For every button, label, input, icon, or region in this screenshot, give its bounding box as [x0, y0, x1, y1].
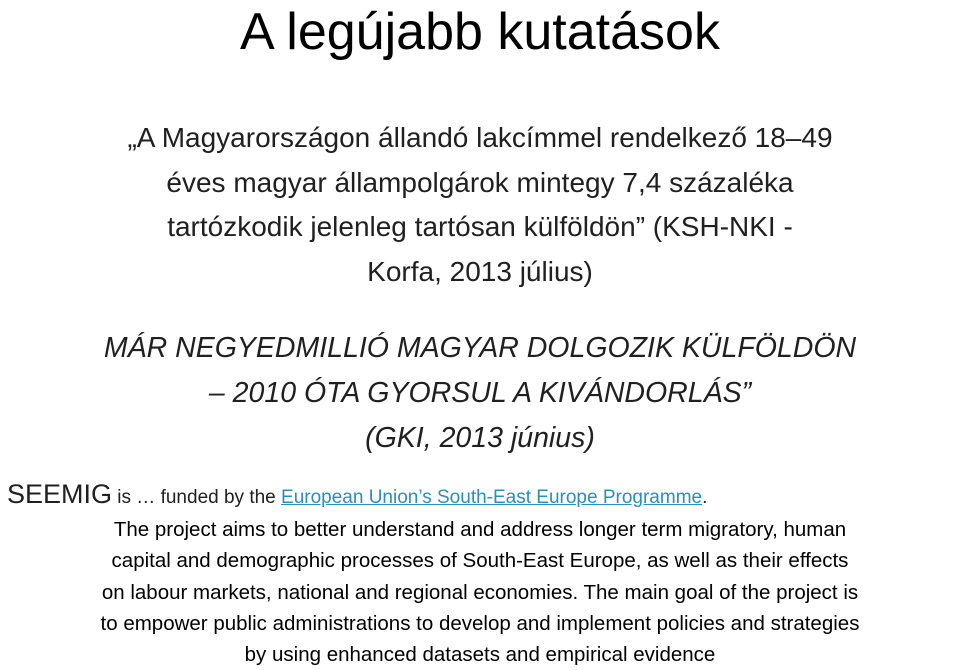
seemig-funding-line	[7, 478, 707, 514]
quote-line: tartózkodik jelenleg tartósan külföldön” (KSH-NKI -	[167, 211, 793, 242]
seemig-funded-text: is … funded by the	[112, 487, 282, 508]
description-line: capital and demographic processes of South-East Europe, as well as their effects	[111, 549, 849, 573]
project-description	[0, 514, 960, 670]
programme-link[interactable]: European Union’s South-East Europe Programme	[281, 487, 703, 508]
headline-line: (GKI, 2013 június)	[365, 422, 595, 454]
description-line: by using enhanced datasets and empirical evidence	[244, 643, 716, 667]
headline-line: – 2010 ÓTA GYORSUL A KIVÁNDORLÁS”	[208, 377, 752, 409]
quote-line: „A Magyarországon állandó lakcímmel rendelkező 18–49	[127, 122, 833, 153]
quote-line: éves magyar állampolgárok mintegy 7,4 százaléka	[166, 166, 794, 198]
headline-line: MÁR NEGYEDMILLIÓ MAGYAR DOLGOZIK KÜLFÖLDÖN	[103, 332, 857, 364]
seemig-name: SEEMIG	[7, 479, 113, 509]
ksh-quote	[0, 116, 960, 294]
description-line: to empower public administrations to develop and implement policies and strategies	[100, 611, 860, 635]
gki-headline	[0, 326, 960, 461]
seemig-period: .	[702, 487, 708, 508]
description-line: on labour markets, national and regional economies. The main goal of the project is	[101, 580, 859, 604]
description-line: The project aims to better understand and address longer term migratory, human	[113, 518, 847, 541]
slide-title: A legújabb kutatások	[240, 3, 720, 61]
quote-line: Korfa, 2013 július)	[367, 255, 593, 287]
